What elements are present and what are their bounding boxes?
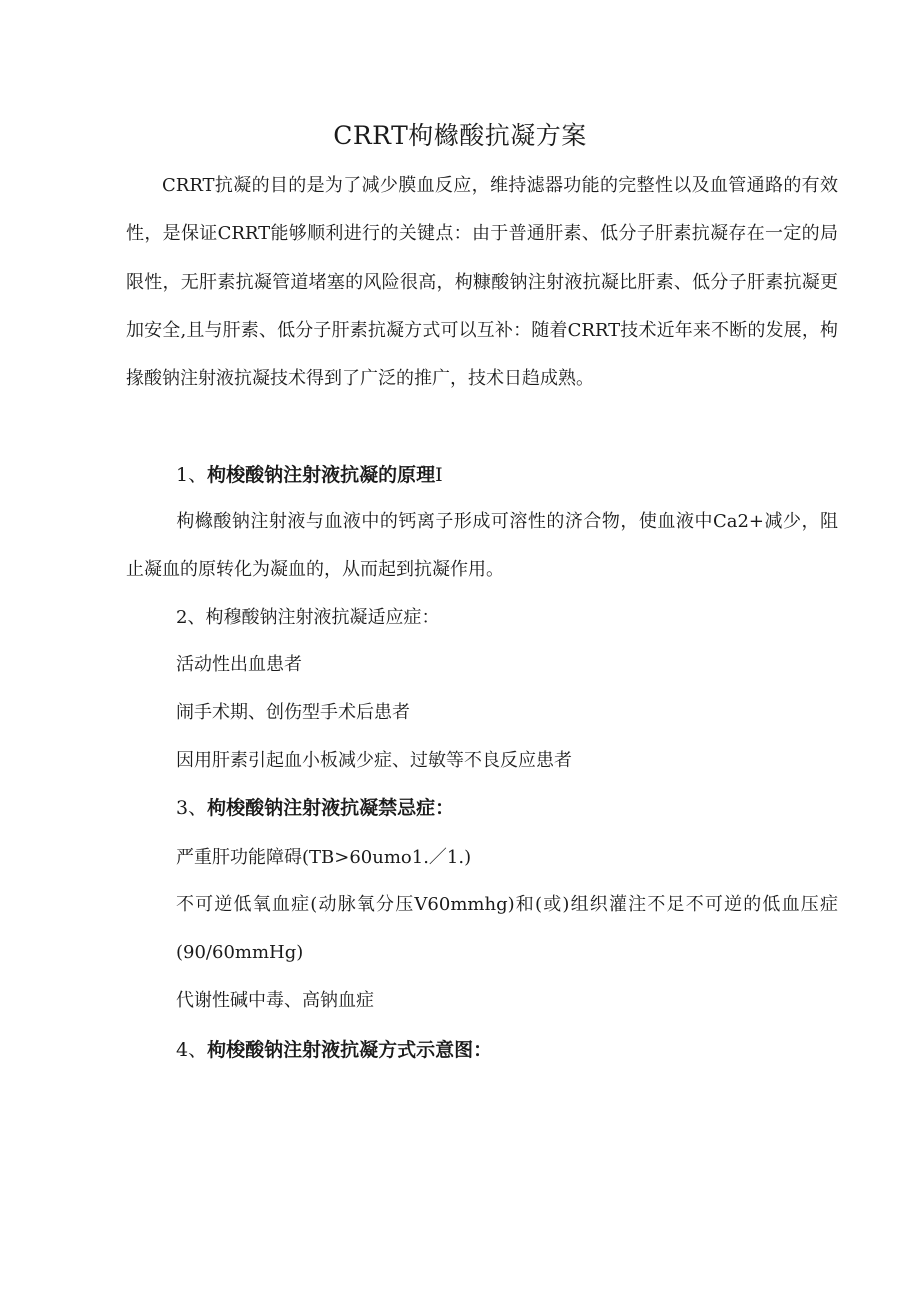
section-4-heading (176, 1035, 492, 1065)
section-1-heading (176, 460, 443, 490)
intro-paragraph: CRRT抗凝的目的是为了减少膜血反应，维持滤器功能的完整性以及血管通路的有效性，是保证CRRT能够顺利进行的关键点：由于普通肝素、低分子肝素抗凝存在一定的局限性，无肝素抗凝管道堵塞的风险很高，枸糠酸钠注射液抗凝比肝素、低分子肝素抗凝更加安全,且与肝素、低分子肝素抗凝方式可以互补：随着CRRT技术近年来不断的发展，枸掾酸钠注射液抗凝技术得到了广泛的推广，技术日趋成熟。 (126, 175, 838, 390)
indication-item-3: 因用肝素引起血小板减少症、过敏等不良反应患者 (176, 750, 572, 771)
section-4-number: 4、 (176, 1039, 208, 1061)
section-1-number: 1、 (176, 464, 208, 486)
section-3-number: 3、 (176, 797, 208, 819)
contraindication-item-2: 不可逆低氧血症(动脉氧分压V60mmhg)和(或)组织灌注不足不可逆的低血压症(90/60mmHg) (176, 894, 838, 963)
contraindication-item-3: 代谢性碱中毒、高钠血症 (176, 990, 374, 1011)
section-2-heading: 2、枸穆酸钠注射液抗凝适应症： (176, 607, 440, 628)
indication-item-1: 活动性出血患者 (176, 654, 302, 675)
section-4-title: 枸梭酸钠注射液抗凝方式示意图： (207, 1039, 493, 1061)
contraindication-item-1: 严重肝功能障碍(TB>60umo1.／1.) (176, 847, 472, 868)
document-title: CRRT枸櫞酸抗凝方案 (333, 121, 587, 150)
indication-item-2: 闹手术期、创伤型手术后患者 (176, 702, 410, 723)
section-3-title: 枸梭酸钠注射液抗凝禁忌症： (207, 797, 455, 819)
section-1-tail: I (435, 464, 443, 486)
section-1-body: 枸櫞酸钠注射液与血液中的钙离子形成可溶性的济合物，使血液中Ca2+减少，阻止凝血的原转化为凝血的，从而起到抗凝作用。 (126, 511, 838, 580)
section-1-title: 枸梭酸钠注射液抗凝的原理 (207, 464, 436, 486)
section-3-heading (176, 793, 454, 823)
